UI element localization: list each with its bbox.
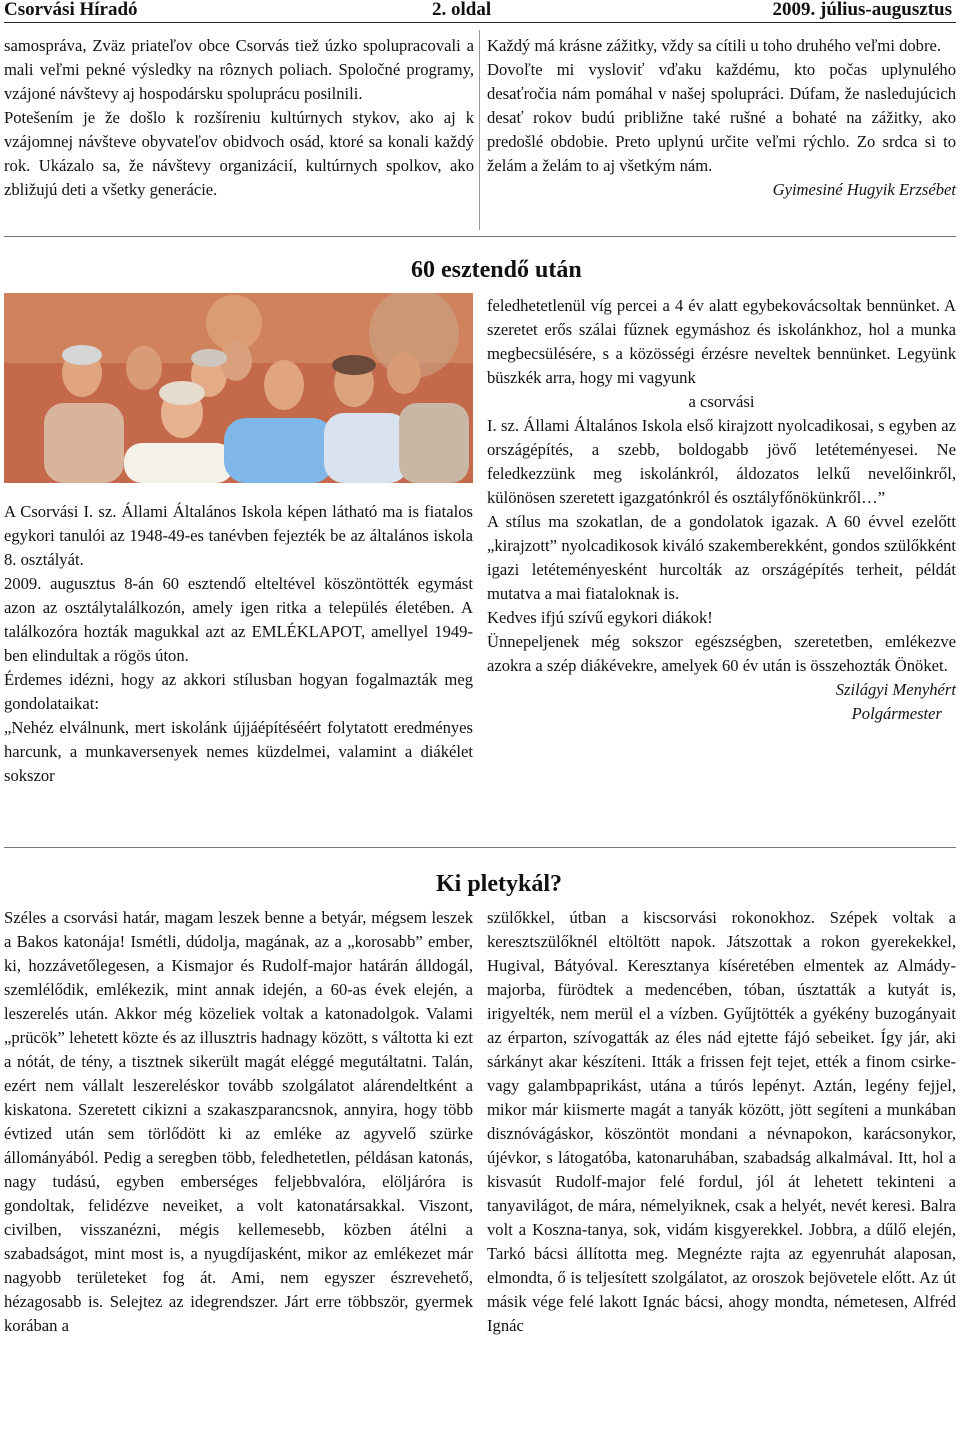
paragraph: Érdemes idézni, hogy az akkori stílusban hogyan fogalmazták meg gondolataikat: <box>4 670 473 713</box>
paragraph: A stílus ma szokatlan, de a gondolatok igazak. A 60 évvel ezelőtt „kirajzott” nyolcadikosok kiváló szakemberekként, gondos szülőkként igazi letéteményesként hurcolták az országépítés terheit, példát mutatva a mai fiataloknak is. <box>487 512 956 603</box>
class-reunion-photo <box>4 293 473 483</box>
paragraph: I. sz. Állami Általános Iskola első kirajzott nyolcadikosai, s egyben az országépítés, a szebb, boldogabb jövő letéteményesei. Ne feledkezzünk meg iskolánkról, áldozatos lelkű nevelőinkről, különösen szeretett igazgatónkról és osztályfőnökünkről…” <box>487 416 956 507</box>
top-right-column <box>487 34 956 202</box>
paragraph: feledhetetlenül víg percei a 4 év alatt egybekovácsoltak bennünket. A szeretet erős szálai fűznek egymáshoz és iskolánkhoz, hol a munka megbecsülésére, s a közösségi érzésre neveltek bennünket. Legyünk büszkék arra, hogy mi vagyunk <box>487 296 956 387</box>
newspaper-name: Csorvási Híradó <box>4 0 138 20</box>
paragraph: szülőkkel, útban a kiscsorvási rokonokhoz. Szépek voltak a keresztszülőknél eltöltött napok. Játszottak a rokon gyerekekkel, Hugival, Bátyóval. Keresztanya kíséretében elmentek az Almády-majorba, fürödtek a medencében, tóban, úsztatták a kutyát is, irigyelték, nem merül el a vízben. Gyűjtötték a gyékény buzogányait az érparton, szívogatták az éles nád ejtette fájó sebeiket. Így jár, aki sárkányt akar készíteni. Itták a frissen fejt tejet, ették a finom csirke- vagy galambpaprikást, utána a túrós lepényt. Aztán, legény fejjel, mikor már kiismerte magát a tanyák között, jött segíteni a munkában disznóvágáskor, köszöntöt mondani a névnapokon, karácsonykor, újévkor, s látogatóba, katonaruhában, szabadság alkalmával. Itt, hol a kisvasút Rudolf-major felé fordul, jól át lehetett tekinteni a tanyavilágot, de mára, némelyiknek, csak a helyét, nevét keresi. Balra volt a Koszna-tanya, sok, vidám kisgyerekkel. Jobbra, a dűlő elején, Tarkó bácsi állította meg. Megnézte rajta az egyenruhát alaposan, elmondta, ő is teljesített szolgálatot, az oroszok bejövetele előtt. Az út másik vége felé lakott Ignác bácsi, ahogy mondta, németesen, Alfréd Ignác <box>487 908 956 1335</box>
centered-line: a csorvási <box>688 392 755 411</box>
signature-name: Szilágyi Menyhért <box>835 680 956 699</box>
article1-left-column <box>4 500 473 788</box>
page-number: 2. oldal <box>432 0 492 20</box>
section-divider <box>4 847 956 848</box>
paragraph: samospráva, Zväz priateľov obce Csorvás tiež úzko spolupracovali a mali veľmi pekné výsledky na rôznych poliach. Spoločné programy, vzájoné návštevy aj hospodársku spoluprácu posilnili. <box>4 36 474 103</box>
top-left-column <box>4 34 474 202</box>
section-divider <box>4 236 956 237</box>
signature: Gyimesiné Hugyik Erzsébet <box>772 180 956 199</box>
article2-left-column <box>4 906 473 1338</box>
page-header <box>4 0 956 23</box>
signature-role: Polgármester <box>851 704 942 723</box>
article-title: Ki pletykál? <box>436 871 563 897</box>
paragraph: Každý má krásne zážitky, vždy sa cítili u toho druhého veľmi dobre. <box>487 36 942 55</box>
article1-right-column <box>487 294 956 726</box>
paragraph: Dovoľte mi vysloviť vďaku každému, kto počas uplynulého desaťročia nám pomáhal v našej spolupráci. Dúfam, že nasledujúcich desať rokov budú približne také rušné a bohaté na zážitky, ako predošlé obdobie. Preto uplynú určite veľmi rýchlo. Zo srdca si to želám a želám to aj všetkým nám. <box>487 60 956 175</box>
paragraph: A Csorvási I. sz. Állami Általános Iskola képen látható ma is fiatalos egykori tanulói az 1948-49-es tanévben fejezték be az általános iskola 8. osztályát. <box>4 502 473 569</box>
paragraph: 2009. augusztus 8-án 60 esztendő elteltével köszöntötték egymást azon az osztálytalálkozón, amely igen ritka a település életében. A találkozóra hozták magukkal azt az EMLÉKLAPOT, amellyel 1949-ben elindultak a rögös úton. <box>4 574 473 665</box>
paragraph: Széles a csorvási határ, magam leszek benne a betyár, mégsem leszek a Bakos katonája! Ismétli, dúdolja, magának, az a „korosabb” ember, ki, hozzávetőlegesen, a Kismajor és Rudolf-major határán álldogál, szemlélődik, emlékezik, mint annak idején, a 60-as évek elején, a leszerelés után. Akkor még közeliek voltak a katonadolgok. Valami „prücök” lehetett közte és az illusztris hadnagy között, s váltotta ki ezt a nótát, de tény, a tisztnek sikerült magát eléggé megutáltatni. Talán, ezért nem vállalt leszereléskor tovább szolgálatot alárendeltként a kiskatona. Szeretett cikizni a szakaszparancsnok, annyira, hogy több évtized után sem törlődött ki az emléke az agyvelő szürke állományából. Pedig a seregben több, feledhetetlen, példásan katonás, nagy tudású, egyben emberséges feljebbvalóra, elöljáróra is gondoltak, felidézve neveiket, a volt katonatársakkal. Viszont, civilben, visszanézni, mégis kellemesebb, közben átélni a szabadságot, mint most is, a nyugdíjasként, mikor az emlékezet már nagyobb területeket fog át. Ami, nem egyszer észrevehető, hézagosabb is. Selejtez az idegrendszer. Járt erre többször, gyermek korában a <box>4 908 473 1335</box>
paragraph: Ünnepeljenek még sokszor egészségben, szeretetben, emlékezve azokra a szép diákévekre, amelyek 60 év után is összehozták Önöket. <box>487 632 956 675</box>
issue-date: 2009. július-augusztus <box>772 0 952 20</box>
article-title: 60 esztendő után <box>411 257 582 283</box>
paragraph: „Nehéz elválnunk, mert iskolánk újjáépítéséért folytatott eredményes harcunk, a munkaversenyek nemes küzdelmei, valamint a diákélet sokszor <box>4 718 473 785</box>
paragraph: Kedves ifjú szívű egykori diákok! <box>487 608 713 627</box>
article2-right-column <box>487 906 956 1338</box>
column-divider <box>479 30 480 230</box>
paragraph: Potešením je že došlo k rozšíreniu kultúrnych stykov, ako aj k vzájomnej návšteve obyvateľov obidvoch osád, ktoré sa konali každý rok. Ukázalo sa, že návštevy organizácií, kultúrnych spolkov, ako zbližujú deti a všetky generácie. <box>4 108 474 199</box>
